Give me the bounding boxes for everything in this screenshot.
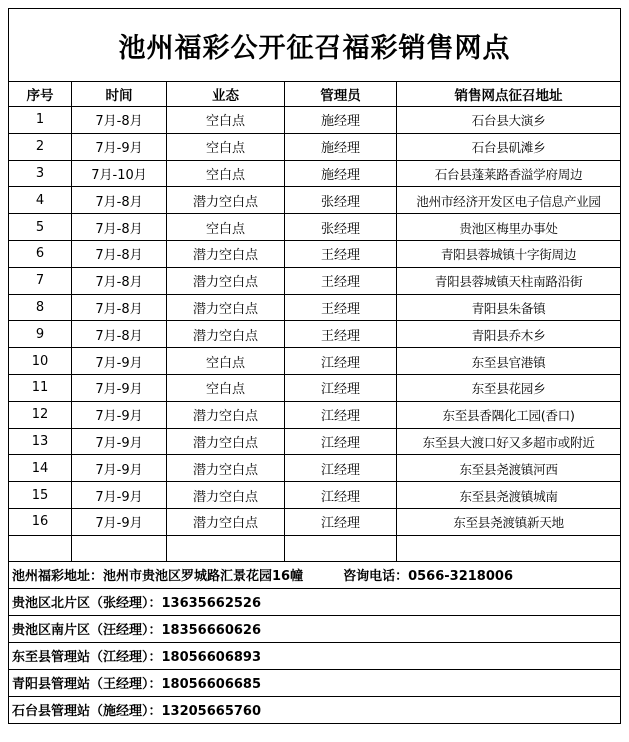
cell-manager: 张经理 [285,214,397,241]
cell-address: 东至县大渡口好又多超市或附近 [397,428,621,455]
cell-index: 11 [9,374,72,401]
cell-index: 5 [9,214,72,241]
blank-cell [167,535,285,561]
blank-cell [285,535,397,561]
cell-time: 7月-9月 [72,428,167,455]
cell-type: 潜力空白点 [167,187,285,214]
table-row [9,133,621,160]
cell-address: 青阳县乔木乡 [397,321,621,348]
cell-index: 16 [9,508,72,535]
cell-time: 7月-9月 [72,508,167,535]
cell-time: 7月-8月 [72,187,167,214]
cell-index: 14 [9,455,72,482]
cell-time: 7月-8月 [72,294,167,321]
cell-type: 空白点 [167,374,285,401]
cell-manager: 王经理 [285,321,397,348]
table-row [9,401,621,428]
footer-address-row [9,561,621,588]
cell-type: 潜力空白点 [167,428,285,455]
contact-line: 青阳县管理站（王经理）：18056606685 [9,669,621,696]
cell-time: 7月-9月 [72,348,167,375]
cell-address: 石台县大演乡 [397,107,621,134]
cell-type: 空白点 [167,348,285,375]
cell-address: 东至县尧渡镇新天地 [397,508,621,535]
cell-index: 9 [9,321,72,348]
contact-line: 石台县管理站（施经理）：13205665760 [9,696,621,723]
contact-row [9,588,621,615]
cell-index: 8 [9,294,72,321]
cell-type: 潜力空白点 [167,508,285,535]
table-row [9,374,621,401]
cell-type: 空白点 [167,160,285,187]
cell-address: 石台县矶滩乡 [397,133,621,160]
cell-address: 东至县尧渡镇河西 [397,455,621,482]
cell-time: 7月-8月 [72,267,167,294]
header-time: 时间 [72,82,167,107]
header-type: 业态 [167,82,285,107]
cell-time: 7月-9月 [72,133,167,160]
cell-manager: 张经理 [285,187,397,214]
cell-manager: 江经理 [285,374,397,401]
cell-index: 13 [9,428,72,455]
consult-phone: 咨询电话：0566-3218006 [343,569,513,585]
cell-type: 潜力空白点 [167,321,285,348]
cell-time: 7月-9月 [72,374,167,401]
blank-cell [72,535,167,561]
contact-row [9,669,621,696]
table-row [9,348,621,375]
cell-manager: 王经理 [285,267,397,294]
cell-manager: 王经理 [285,240,397,267]
contact-line: 贵池区南片区（汪经理）：18356660626 [9,615,621,642]
contact-row [9,615,621,642]
table-row [9,455,621,482]
cell-address: 青阳县朱备镇 [397,294,621,321]
cell-type: 潜力空白点 [167,240,285,267]
cell-type: 空白点 [167,107,285,134]
table-row [9,294,621,321]
cell-manager: 施经理 [285,160,397,187]
cell-manager: 王经理 [285,294,397,321]
contact-row [9,642,621,669]
cell-time: 7月-9月 [72,401,167,428]
cell-manager: 江经理 [285,401,397,428]
cell-type: 潜力空白点 [167,401,285,428]
cell-time: 7月-8月 [72,107,167,134]
cell-manager: 江经理 [285,482,397,509]
table-row [9,107,621,134]
cell-address: 东至县官港镇 [397,348,621,375]
cell-type: 潜力空白点 [167,294,285,321]
cell-time: 7月-9月 [72,482,167,509]
cell-type: 空白点 [167,133,285,160]
cell-index: 7 [9,267,72,294]
contact-row [9,696,621,723]
cell-address: 贵池区梅里办事处 [397,214,621,241]
header-index: 序号 [9,82,72,107]
contact-line: 东至县管理站（江经理）：18056606893 [9,642,621,669]
table-row [9,482,621,509]
table-row [9,321,621,348]
table-row [9,267,621,294]
cell-index: 2 [9,133,72,160]
footer-address-cell [9,561,621,588]
table-row [9,508,621,535]
cell-type: 潜力空白点 [167,482,285,509]
cell-address: 池州市经济开发区电子信息产业园 [397,187,621,214]
table-row [9,160,621,187]
cell-time: 7月-8月 [72,214,167,241]
cell-index: 10 [9,348,72,375]
contact-line: 贵池区北片区（张经理）：13635662526 [9,588,621,615]
cell-index: 4 [9,187,72,214]
cell-time: 7月-8月 [72,240,167,267]
cell-address: 青阳县蓉城镇十字街周边 [397,240,621,267]
cell-manager: 施经理 [285,133,397,160]
cell-index: 12 [9,401,72,428]
cell-address: 东至县尧渡镇城南 [397,482,621,509]
cell-time: 7月-10月 [72,160,167,187]
table-row [9,187,621,214]
cell-type: 空白点 [167,214,285,241]
cell-type: 潜力空白点 [167,455,285,482]
cell-address: 东至县香隅化工园(香口) [397,401,621,428]
cell-manager: 施经理 [285,107,397,134]
cell-address: 东至县花园乡 [397,374,621,401]
cell-manager: 江经理 [285,428,397,455]
table-row [9,428,621,455]
cell-index: 6 [9,240,72,267]
recruitment-sheet [8,8,620,724]
cell-index: 15 [9,482,72,509]
table-row [9,214,621,241]
cell-index: 3 [9,160,72,187]
table-header [9,82,621,107]
header-manager: 管理员 [285,82,397,107]
cell-index: 1 [9,107,72,134]
cell-manager: 江经理 [285,455,397,482]
office-address: 池州福彩地址：池州市贵池区罗城路汇景花园16幢 [12,569,304,585]
blank-cell [397,535,621,561]
cell-address: 石台县蓬莱路香溢学府周边 [397,160,621,187]
cell-manager: 江经理 [285,348,397,375]
table-row [9,240,621,267]
cell-type: 潜力空白点 [167,267,285,294]
blank-cell [9,535,72,561]
cell-time: 7月-9月 [72,455,167,482]
recruitment-table [8,8,621,724]
cell-time: 7月-8月 [72,321,167,348]
header-address: 销售网点征召地址 [397,82,621,107]
cell-manager: 江经理 [285,508,397,535]
cell-address: 青阳县蓉城镇天柱南路沿街 [397,267,621,294]
page-title: 池州福彩公开征召福彩销售网点 [9,9,621,82]
blank-row [9,535,621,561]
